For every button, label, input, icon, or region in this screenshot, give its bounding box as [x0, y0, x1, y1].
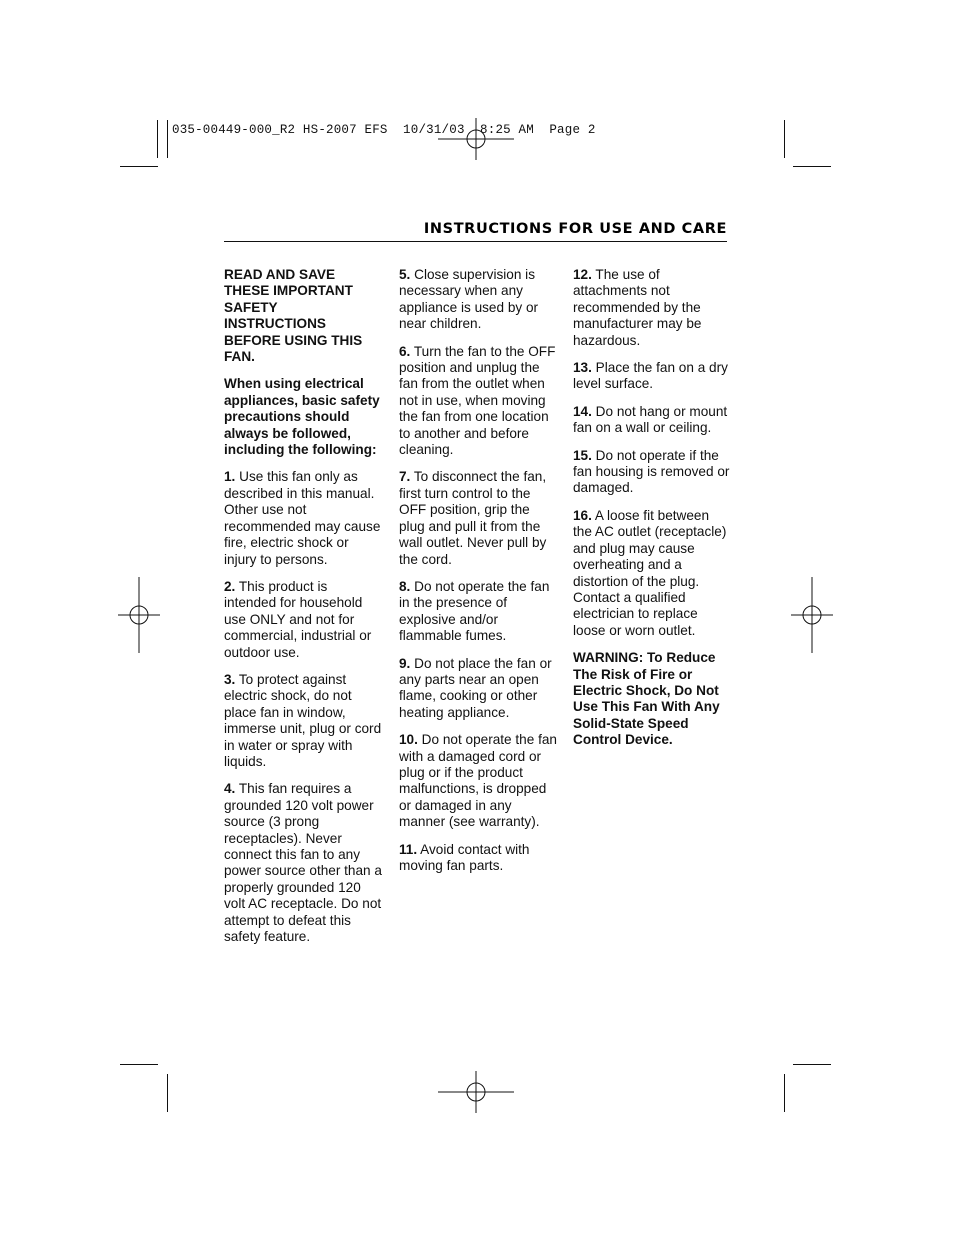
instructions-column-3	[573, 267, 731, 760]
instruction-item-9	[399, 656, 557, 722]
instruction-item-14	[573, 404, 731, 437]
intro-heading: READ AND SAVE THESE IMPORTANT SAFETY INSTRUCTIONS BEFORE USING THIS FAN.	[224, 267, 363, 365]
crop-mark-bottom-right-horizontal	[793, 1064, 831, 1065]
instruction-item-8	[399, 579, 557, 645]
item-number: 5.	[399, 267, 411, 282]
item-text: Use this fan only as described in this manual. Other use not recommended may cause fire, electric shock or injury to persons.	[224, 469, 381, 567]
item-text: Do not hang or mount fan on a wall or ceiling.	[573, 403, 728, 436]
instruction-item-3	[224, 672, 382, 770]
item-text: Do not operate the fan in the presence of explosive and/or flammable fumes.	[399, 578, 550, 644]
item-text: Close supervision is necessary when any appliance is used by or near children.	[399, 267, 539, 332]
item-text: Do not place the fan or any parts near an open flame, cooking or other heating appliance.	[399, 655, 552, 720]
item-text: Turn the fan to the OFF position and unplug the fan from the outlet when not in use, when moving the fan from one location to another and before cleaning.	[399, 343, 556, 458]
crop-mark-top-left-vertical	[157, 120, 158, 158]
instruction-item-4	[224, 781, 382, 945]
item-text: Place the fan on a dry level surface.	[573, 360, 728, 392]
printer-slug-line: 035-00449-000_R2 HS-2007 EFS 10/31/03 8:25 AM Page 2	[172, 123, 596, 137]
item-number: 6.	[399, 343, 411, 359]
item-text: To disconnect the fan, first turn control to the OFF position, grip the plug and pull it from the wall outlet. Never pull by the cord.	[399, 469, 547, 567]
section-header	[224, 219, 727, 242]
instruction-item-5	[399, 267, 557, 333]
precautions-heading: When using electrical appliances, basic safety precautions should always be followed, including the following:	[224, 376, 380, 458]
item-number: 8.	[399, 578, 411, 594]
section-title: INSTRUCTIONS FOR USE AND CARE	[423, 221, 727, 237]
crop-mark-top-right-horizontal	[793, 166, 831, 167]
crop-mark-top-left-vertical-inner	[167, 120, 168, 158]
item-text: Avoid contact with moving fan parts.	[399, 841, 530, 873]
item-text: This fan requires a grounded 120 volt power source (3 prong receptacles). Never connect this fan to any power source other than a properly grounded 120 volt AC receptacle. Do not attempt to defeat this safety feature.	[224, 781, 382, 945]
instruction-item-11	[399, 842, 557, 875]
registration-mark-bottom	[438, 1071, 514, 1113]
crop-mark-bottom-right-vertical	[784, 1074, 785, 1112]
item-number: 12.	[573, 267, 592, 282]
item-text: The use of attachments not recommended by the manufacturer may be hazardous.	[573, 267, 702, 348]
instruction-item-7	[399, 469, 557, 567]
item-text: To protect against electric shock, do not place fan in window, immerse unit, plug or cord in water or spray with liquids.	[224, 671, 382, 769]
instruction-item-10	[399, 732, 557, 830]
instruction-item-2	[224, 579, 382, 661]
instruction-item-12	[573, 267, 731, 349]
item-number: 9.	[399, 655, 411, 671]
crop-mark-top-right-vertical	[784, 120, 785, 158]
item-number: 16.	[573, 507, 592, 523]
item-number: 14.	[573, 403, 592, 419]
item-text: Do not operate the fan with a damaged cord or plug or if the product malfunctions, is dropped or damaged in any manner (see warranty).	[399, 732, 557, 830]
item-number: 3.	[224, 671, 236, 687]
crop-mark-bottom-left-vertical	[167, 1074, 168, 1112]
registration-mark-left	[118, 577, 160, 653]
item-number: 1.	[224, 469, 236, 485]
item-number: 15.	[573, 447, 592, 463]
item-number: 4.	[224, 781, 236, 797]
item-number: 13.	[573, 360, 592, 376]
item-text: This product is intended for household use ONLY and not for commercial, industrial or outdoor use.	[224, 578, 372, 660]
instructions-column-2	[399, 267, 557, 885]
instruction-item-6	[399, 344, 557, 459]
instruction-item-16	[573, 508, 731, 639]
instruction-item-13	[573, 360, 731, 393]
item-number: 2.	[224, 578, 236, 594]
item-number: 11.	[399, 841, 418, 857]
registration-mark-right	[791, 577, 833, 653]
warning-text: WARNING: To Reduce The Risk of Fire or Electric Shock, Do Not Use This Fan With Any Solid-State Speed Control Device.	[573, 650, 720, 748]
crop-mark-bottom-left-horizontal	[120, 1064, 158, 1065]
item-number: 7.	[399, 469, 411, 485]
item-text: A loose fit between the AC outlet (receptacle) and plug may cause overheating and a distortion of the plug. Contact a qualified electrician to replace loose or worn outlet.	[573, 507, 727, 638]
registration-mark-top	[438, 118, 514, 160]
crop-mark-top-left-horizontal	[120, 166, 158, 167]
item-text: Do not operate if the fan housing is removed or damaged.	[573, 447, 730, 496]
instructions-column-1	[224, 267, 382, 956]
instruction-item-15	[573, 448, 731, 497]
item-number: 10.	[399, 732, 418, 748]
instruction-item-1	[224, 469, 382, 567]
